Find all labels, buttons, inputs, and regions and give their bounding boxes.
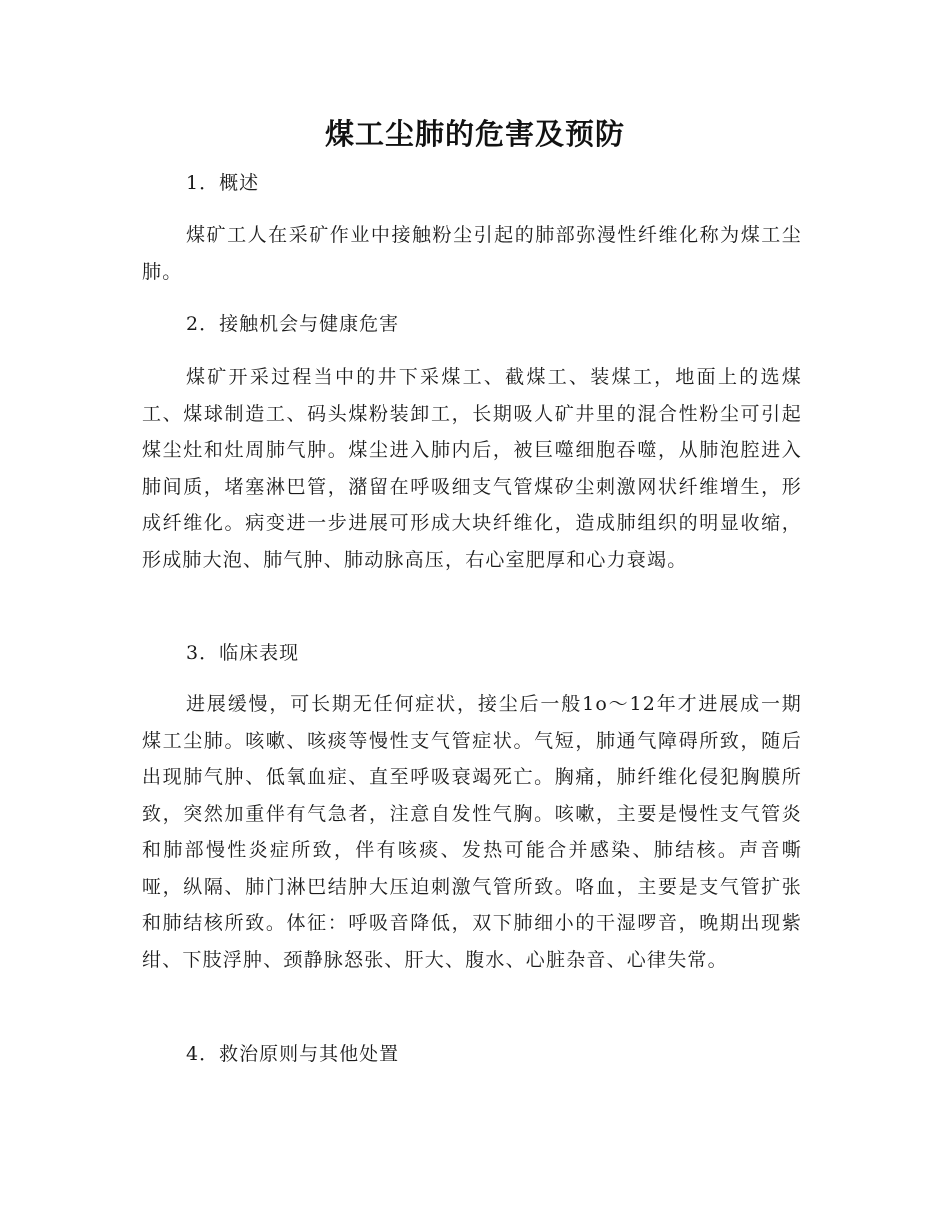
section-body-overview: 煤矿工人在采矿作业中接触粉尘引起的肺部弥漫性纤维化称为煤工尘肺。 [142,224,802,283]
document-title: 煤工尘肺的危害及预防 [324,117,625,151]
section-heading-clinical-manifestations: 3．临床表现 [186,642,300,664]
section-heading-treatment: 4．救治原则与其他处置 [186,1043,400,1065]
section-heading-overview: 1．概述 [186,172,260,194]
section-heading-exposure-hazards: 2．接触机会与健康危害 [186,313,400,335]
section-body-clinical-manifestations: 进展缓慢，可长期无任何症状，接尘后一般1o～12年才进展成一期煤工尘肺。咳嗽、咳痰等慢性支气管症状。气短，肺通气障碍所致，随后出现肺气肿、低氧血症、直至呼吸衰竭死亡。胸痛，肺纤维化侵犯胸膜所致，突然加重伴有气急者，注意自发性气胸。咳嗽，主要是慢性支气管炎和肺部慢性炎症所致，伴有咳痰、发热可能合并感染、肺结核。声音嘶哑，纵隔、肺门淋巴结肿大压迫刺激气管所致。咯血，主要是支气管扩张和肺结核所致。体征：呼吸音降低，双下肺细小的干湿啰音，晚期出现紫绀、下肢浮肿、颈静脉怒张、肝大、腹水、心脏杂音、心律失常。 [142,693,802,971]
section-body-exposure-hazards: 煤矿开采过程当中的井下采煤工、截煤工、装煤工，地面上的选煤工、煤球制造工、码头煤粉装卸工，长期吸人矿井里的混合性粉尘可引起煤尘灶和灶周肺气肿。煤尘进入肺内后，被巨噬细胞吞噬，从肺泡腔进入肺间质，堵塞淋巴管，潴留在呼吸细支气管煤矽尘刺激网状纤维增生，形成纤维化。病变进一步进展可形成大块纤维化，造成肺组织的明显收缩，形成肺大泡、肺气肿、肺动脉高压，右心室肥厚和心力衰竭。 [142,366,802,571]
